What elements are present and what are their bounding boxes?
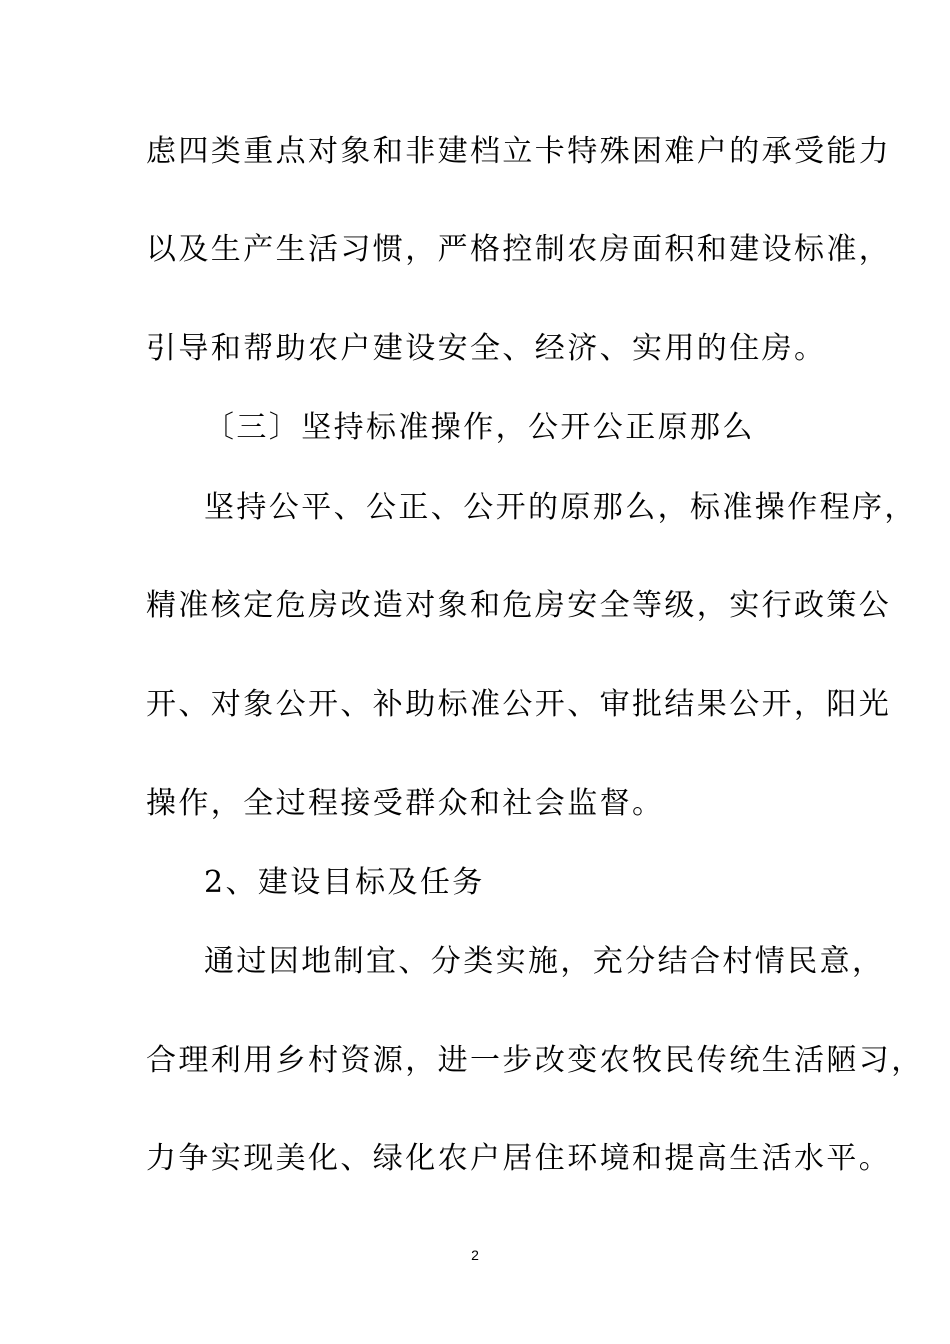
body-text-line: 合理利用乡村资源，进一步改变农牧民传统生活陋习， [146,1043,924,1078]
body-text-line: 开、对象公开、补助标准公开、审批结果公开，阳光 [146,687,892,722]
section-heading: 〔三〕坚持标准操作，公开公正原那么 [204,410,755,445]
paragraph-first-line: 通过因地制宜、分类实施，充分结合村情民意， [204,944,885,979]
section-heading: 2、建设目标及任务 [204,865,485,900]
body-text-line: 引导和帮助农户建设安全、经济、实用的住房。 [146,331,827,366]
body-text-line: 操作，全过程接受群众和社会监督。 [146,786,665,821]
body-text-line: 精准核定危房改造对象和危房安全等级，实行政策公 [146,588,892,623]
body-text-line: 虑四类重点对象和非建档立卡特殊困难户的承受能力 [146,134,892,169]
paragraph-first-line: 坚持公平、公正、公开的原那么，标准操作程序， [204,490,917,525]
body-text-line: 力争实现美化、绿化农户居住环境和提高生活水平。 [146,1141,892,1176]
page-number: 2 [471,1247,479,1263]
body-text-line: 以及生产生活习惯，严格控制农房面积和建设标准， [146,232,892,267]
